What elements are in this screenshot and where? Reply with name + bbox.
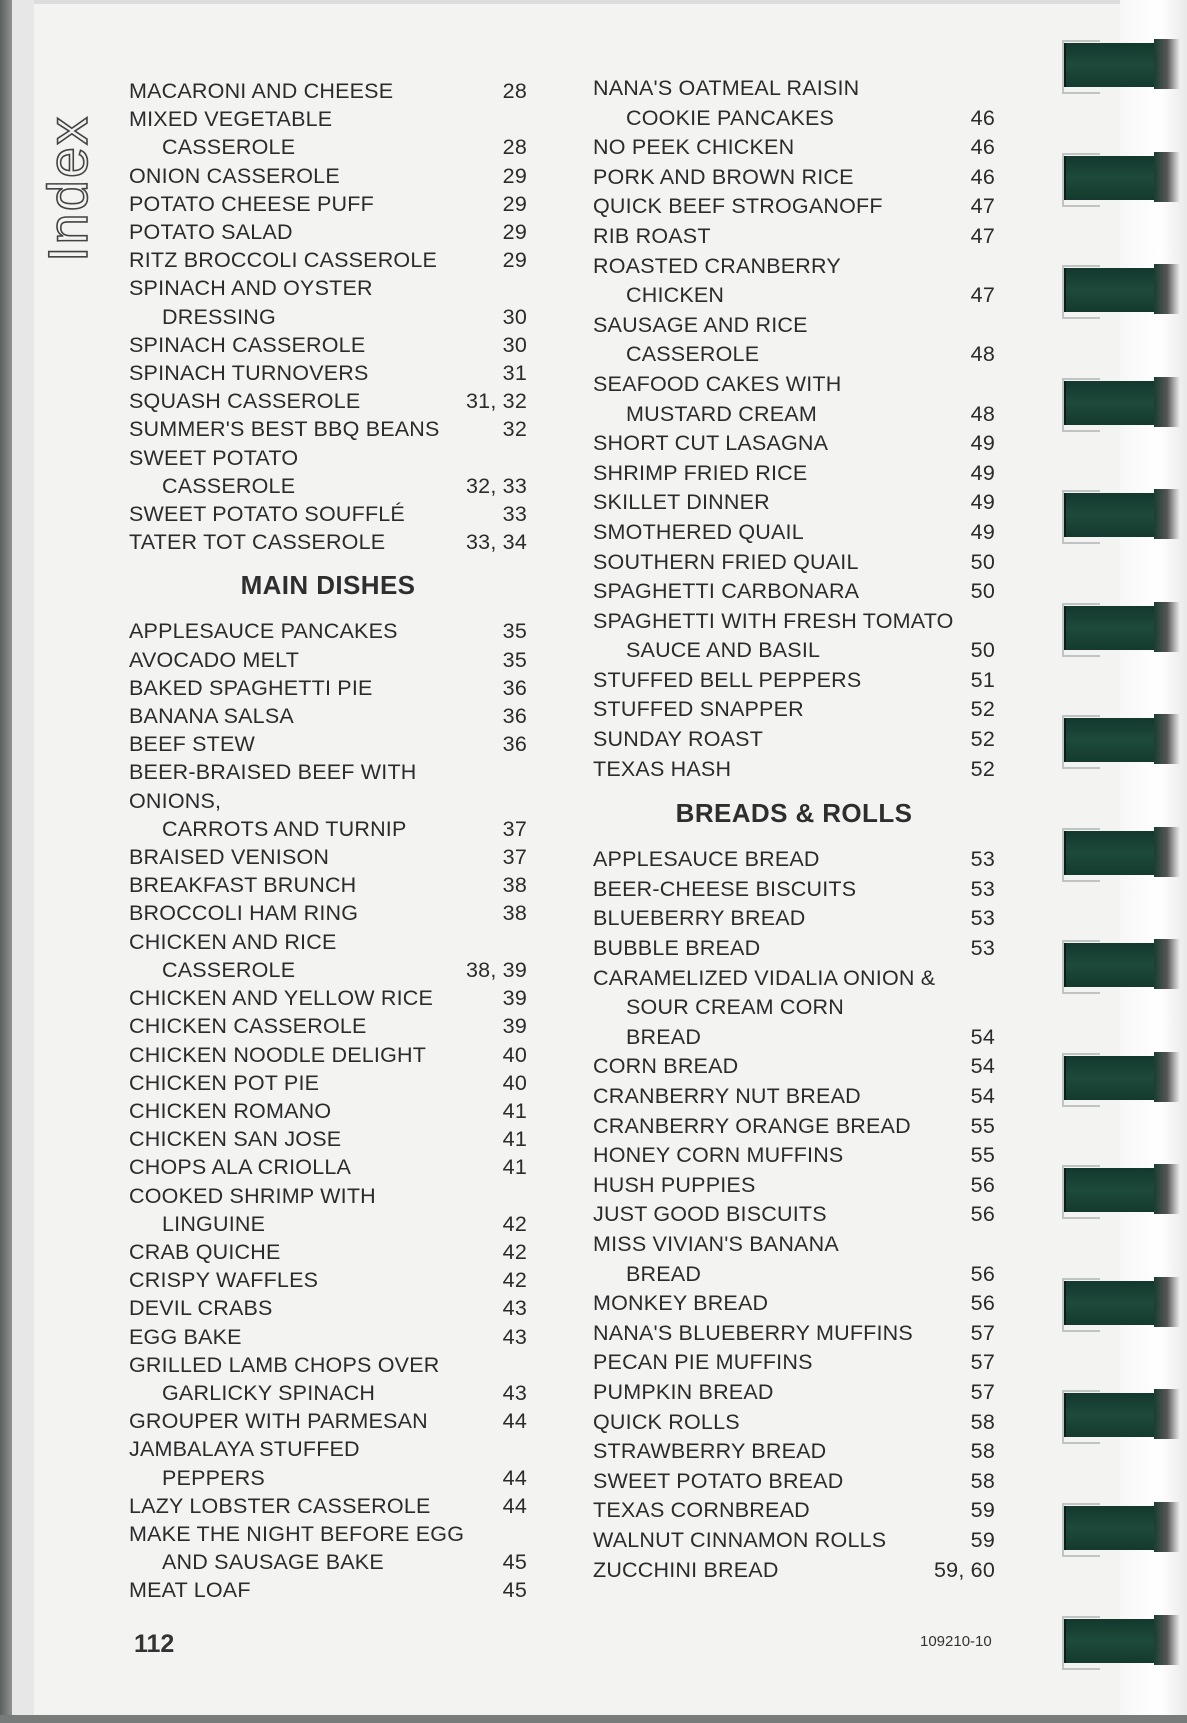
page-reference: 33, 34: [466, 530, 527, 555]
page-reference: 54: [970, 1084, 995, 1108]
recipe-name: SPINACH AND OYSTER DRESSING: [129, 276, 373, 329]
page-reference: 42: [502, 1268, 527, 1293]
recipe-name: APPLESAUCE BREAD: [593, 847, 820, 872]
right-pre-entries: [593, 74, 995, 784]
recipe-name: QUICK ROLLS: [593, 1409, 740, 1434]
index-entry: [593, 133, 995, 163]
index-entry: [593, 1230, 995, 1289]
left-section-entries: [129, 617, 527, 1604]
index-entry: [593, 74, 995, 133]
binding-ring-icon: [1064, 1278, 1180, 1326]
page-reference: 45: [502, 1578, 527, 1603]
recipe-name: CORN BREAD: [593, 1054, 739, 1079]
page-reference: 38: [502, 873, 527, 898]
page-reference: 39: [502, 986, 527, 1011]
recipe-name: BLUEBERRY BREAD: [593, 906, 806, 931]
recipe-name: SQUASH CASSEROLE: [129, 389, 361, 414]
index-entry: [129, 1294, 527, 1322]
section-heading-main-dishes: MAIN DISHES: [240, 570, 416, 601]
recipe-name: NO PEEK CHICKEN: [593, 135, 795, 160]
recipe-name: NANA'S BLUEBERRY MUFFINS: [593, 1320, 913, 1345]
recipe-name: TEXAS HASH: [593, 756, 732, 781]
recipe-name: BEER-CHEESE BISCUITS: [593, 876, 857, 901]
index-entry: [129, 1097, 527, 1125]
binding-ring-icon: [1064, 1616, 1180, 1664]
recipe-name: MACARONI AND CHEESE: [129, 79, 394, 103]
index-entry: [129, 1125, 527, 1153]
page-reference: 35: [502, 647, 527, 672]
document-code: 109210-10: [920, 1633, 992, 1650]
index-entry: [593, 548, 995, 578]
page-reference: 53: [970, 876, 995, 901]
page-reference: 46: [970, 105, 995, 130]
recipe-name: POTATO SALAD: [129, 220, 293, 245]
page-reference: 44: [502, 1409, 527, 1434]
recipe-name: CRANBERRY NUT BREAD: [593, 1084, 861, 1108]
index-entry: [129, 617, 527, 645]
index-entry: [593, 1082, 995, 1112]
recipe-name: WALNUT CINNAMON ROLLS: [593, 1527, 887, 1552]
page-reference: 37: [502, 816, 527, 841]
recipe-name: RIB ROAST: [593, 223, 711, 248]
recipe-name: SAUSAGE AND RICE CASSEROLE: [593, 312, 808, 367]
index-entry: [129, 387, 527, 415]
recipe-name: MEAT LOAF: [129, 1578, 251, 1603]
page-reference: 37: [502, 845, 527, 870]
binding-ring-icon: [1064, 940, 1180, 988]
recipe-name: CHICKEN NOODLE DELIGHT: [129, 1042, 427, 1067]
recipe-name: CHICKEN ROMANO: [129, 1098, 332, 1123]
index-entry: [593, 488, 995, 518]
index-entry: [593, 607, 995, 666]
recipe-name: POTATO CHEESE PUFF: [129, 191, 374, 216]
index-entry: [593, 222, 995, 252]
page-reference: 29: [502, 220, 527, 245]
page-reference: 59, 60: [934, 1557, 995, 1582]
index-entry: [593, 1556, 995, 1586]
page-reference: 57: [970, 1320, 995, 1345]
index-entry: [129, 1266, 527, 1294]
page-reference: 47: [970, 283, 995, 308]
binding-ring-icon: [1064, 828, 1180, 876]
index-entry: [593, 695, 995, 725]
recipe-name: BREAKFAST BRUNCH: [129, 873, 357, 898]
index-entry: [593, 964, 995, 1053]
recipe-name: PECAN PIE MUFFINS: [593, 1350, 813, 1375]
right-column: [593, 74, 995, 1585]
index-entry: [129, 1407, 527, 1435]
binding-ring-icon: [1064, 715, 1180, 763]
recipe-name: SHRIMP FRIED RICE: [593, 460, 808, 485]
recipe-name: TEXAS CORNBREAD: [593, 1498, 810, 1523]
index-entry: [129, 190, 527, 218]
recipe-name: MIXED VEGETABLE CASSEROLE: [129, 107, 333, 160]
page-reference: 41: [502, 1127, 527, 1152]
page-reference: 28: [502, 79, 527, 103]
index-entry: [129, 246, 527, 274]
recipe-name: BUBBLE BREAD: [593, 936, 761, 961]
page-reference: 59: [970, 1498, 995, 1523]
index-entry: [593, 518, 995, 548]
index-entry: [129, 899, 527, 927]
recipe-name: GRILLED LAMB CHOPS OVER GARLICKY SPINACH: [129, 1352, 440, 1405]
page-reference: 55: [970, 1113, 995, 1138]
page-reference: 51: [970, 667, 995, 692]
index-entry: [129, 1520, 527, 1576]
recipe-name: JAMBALAYA STUFFED PEPPERS: [129, 1437, 360, 1490]
page-reference: 57: [970, 1350, 995, 1375]
index-entry: [129, 730, 527, 758]
index-entry: [593, 1526, 995, 1556]
page-reference: 54: [970, 1054, 995, 1079]
page-reference: 40: [502, 1070, 527, 1095]
page-reference: 52: [970, 727, 995, 752]
right-section-entries: [593, 845, 995, 1585]
recipe-name: CHICKEN POT PIE: [129, 1070, 320, 1095]
index-entry: [129, 843, 527, 871]
index-entry: [593, 1171, 995, 1201]
page-reference: 48: [970, 342, 995, 367]
recipe-name: MAKE THE NIGHT BEFORE EGG AND SAUSAGE BAKE: [129, 1521, 465, 1575]
page-reference: 45: [502, 1550, 527, 1575]
index-entry: [129, 415, 527, 443]
page-reference: 36: [502, 732, 527, 757]
recipe-name: SPINACH TURNOVERS: [129, 361, 369, 386]
index-entry: [593, 1289, 995, 1319]
recipe-name: STUFFED BELL PEPPERS: [593, 667, 862, 692]
index-entry: [129, 359, 527, 387]
index-entry: [129, 444, 527, 500]
index-entry: [593, 1408, 995, 1438]
page-reference: 56: [970, 1291, 995, 1316]
recipe-name: CHICKEN CASSEROLE: [129, 1014, 367, 1039]
binding-ring-icon: [1064, 1053, 1180, 1101]
recipe-name: APPLESAUCE PANCAKES: [129, 619, 398, 644]
recipe-name: AVOCADO MELT: [129, 647, 300, 672]
page-reference: 49: [970, 519, 995, 544]
page-reference: 47: [970, 223, 995, 248]
index-entry: [593, 904, 995, 934]
index-entry: [129, 1012, 527, 1040]
page-reference: 43: [502, 1324, 527, 1349]
page-reference: 49: [970, 460, 995, 485]
page-reference: 58: [970, 1439, 995, 1464]
index-entry: [593, 1378, 995, 1408]
index-entry: [129, 1323, 527, 1351]
recipe-name: COOKED SHRIMP WITH LINGUINE: [129, 1183, 376, 1236]
page-reference: 40: [502, 1042, 527, 1067]
page-reference: 36: [502, 704, 527, 729]
recipe-name: MONKEY BREAD: [593, 1291, 769, 1316]
recipe-name: CARAMELIZED VIDALIA ONION & SOUR CREAM CORN BREAD: [593, 965, 936, 1049]
page-reference: 49: [970, 490, 995, 515]
index-entry: [129, 105, 527, 161]
index-entry: [593, 1467, 995, 1497]
recipe-name: SWEET POTATO CASSEROLE: [129, 445, 299, 498]
index-entry: [129, 500, 527, 528]
index-entry: [593, 755, 995, 785]
page-reference: 56: [970, 1172, 995, 1197]
page-reference: 53: [970, 936, 995, 961]
page-reference: 28: [502, 135, 527, 160]
index-entry: [593, 875, 995, 905]
recipe-name: SPINACH CASSEROLE: [129, 332, 366, 357]
recipe-name: SOUTHERN FRIED QUAIL: [593, 549, 859, 574]
page-reference: 31: [502, 361, 527, 386]
recipe-name: JUST GOOD BISCUITS: [593, 1202, 827, 1227]
binding-ring-icon: [1064, 40, 1180, 88]
recipe-name: ONION CASSEROLE: [129, 163, 340, 188]
recipe-name: DEVIL CRABS: [129, 1296, 273, 1321]
index-entry: [129, 1435, 527, 1491]
recipe-name: BRAISED VENISON: [129, 845, 330, 870]
page-reference: 29: [502, 248, 527, 273]
page-bottom-edge: [0, 1715, 1187, 1723]
index-page: [12, 0, 1132, 1715]
recipe-name: BEER-BRAISED BEEF WITH ONIONS, CARROTS AND TURNIP: [129, 760, 417, 841]
index-entry: [593, 1141, 995, 1171]
recipe-name: SHORT CUT LASAGNA: [593, 431, 829, 456]
page-reference: 52: [970, 697, 995, 722]
index-entry: [593, 666, 995, 696]
index-entry: [129, 274, 527, 330]
recipe-name: GROUPER WITH PARMESAN: [129, 1409, 428, 1434]
index-entry: [593, 1437, 995, 1467]
binding-ring-icon: [1064, 490, 1180, 538]
page-reference: 41: [502, 1155, 527, 1180]
page-reference: 30: [502, 304, 527, 329]
page-reference: 39: [502, 1014, 527, 1039]
binding-ring-icon: [1064, 153, 1180, 201]
index-entry: [129, 1238, 527, 1266]
recipe-name: PORK AND BROWN RICE: [593, 164, 854, 189]
index-entry: [129, 528, 527, 556]
index-entry: [593, 1112, 995, 1142]
index-entry: [129, 331, 527, 359]
recipe-name: MISS VIVIAN'S BANANA BREAD: [593, 1231, 839, 1286]
page-reference: 50: [970, 638, 995, 663]
index-entry: [129, 1041, 527, 1069]
index-entry: [129, 871, 527, 899]
index-entry: [593, 459, 995, 489]
page-reference: 35: [502, 619, 527, 644]
page-reference: 44: [502, 1465, 527, 1490]
page-reference: 29: [502, 163, 527, 188]
index-entry: [129, 1576, 527, 1604]
page-reference: 36: [502, 675, 527, 700]
index-entry: [593, 1200, 995, 1230]
page-reference: 58: [970, 1409, 995, 1434]
page-reference: 48: [970, 401, 995, 426]
index-entry: [593, 370, 995, 429]
index-side-title: Index: [36, 115, 99, 262]
page-reference: 55: [970, 1143, 995, 1168]
recipe-name: SPAGHETTI WITH FRESH TOMATO SAUCE AND BASIL: [593, 608, 954, 663]
recipe-name: NANA'S OATMEAL RAISIN COOKIE PANCAKES: [593, 76, 860, 130]
recipe-name: CHICKEN AND RICE CASSEROLE: [129, 929, 337, 982]
index-entry: [129, 1492, 527, 1520]
index-entry: [129, 1182, 527, 1238]
recipe-name: BAKED SPAGHETTI PIE: [129, 675, 373, 700]
index-entry: [129, 984, 527, 1012]
page-reference: 56: [970, 1202, 995, 1227]
index-entry: [129, 77, 527, 105]
index-entry: [593, 1052, 995, 1082]
page-reference: 50: [970, 579, 995, 604]
page-reference: 30: [502, 332, 527, 357]
index-entry: [593, 934, 995, 964]
recipe-name: CRISPY WAFFLES: [129, 1268, 319, 1293]
recipe-name: BANANA SALSA: [129, 704, 294, 729]
recipe-name: LAZY LOBSTER CASSEROLE: [129, 1493, 431, 1518]
recipe-name: TATER TOT CASSEROLE: [129, 530, 386, 555]
index-entry: [129, 758, 527, 843]
page-reference: 42: [502, 1211, 527, 1236]
left-column: [129, 77, 527, 1605]
page-reference: 33: [502, 502, 527, 527]
recipe-name: SKILLET DINNER: [593, 490, 770, 515]
page-reference: 32, 33: [466, 473, 527, 498]
recipe-name: SEAFOOD CAKES WITH MUSTARD CREAM: [593, 371, 842, 426]
recipe-name: CHICKEN AND YELLOW RICE: [129, 986, 434, 1011]
binding-ring-icon: [1064, 1503, 1180, 1551]
page-reference: 43: [502, 1380, 527, 1405]
recipe-name: SUNDAY ROAST: [593, 727, 764, 752]
page-edge-shadow: [0, 0, 12, 1723]
page-reference: 53: [970, 847, 995, 872]
recipe-name: SPAGHETTI CARBONARA: [593, 579, 860, 604]
binding-ring-icon: [1064, 1165, 1180, 1213]
index-entry: [593, 429, 995, 459]
recipe-name: CHOPS ALA CRIOLLA: [129, 1155, 352, 1180]
page-reference: 57: [970, 1379, 995, 1404]
recipe-name: STRAWBERRY BREAD: [593, 1439, 827, 1464]
recipe-name: STUFFED SNAPPER: [593, 697, 804, 722]
page-reference: 46: [970, 164, 995, 189]
recipe-name: CRANBERRY ORANGE BREAD: [593, 1113, 911, 1138]
page-reference: 50: [970, 549, 995, 574]
recipe-name: CRAB QUICHE: [129, 1239, 281, 1264]
index-entry: [129, 1351, 527, 1407]
page-reference: 29: [502, 191, 527, 216]
page-reference: 46: [970, 135, 995, 160]
index-entry: [593, 163, 995, 193]
index-entry: [593, 845, 995, 875]
page-reference: 31, 32: [466, 389, 527, 414]
recipe-name: HUSH PUPPIES: [593, 1172, 756, 1197]
recipe-name: SUMMER'S BEST BBQ BEANS: [129, 417, 440, 442]
recipe-name: QUICK BEEF STROGANOFF: [593, 194, 883, 219]
binding-ring-icon: [1064, 1390, 1180, 1438]
page-reference: 49: [970, 431, 995, 456]
page-number: 112: [134, 1630, 175, 1658]
index-entry: [129, 702, 527, 730]
recipe-name: BROCCOLI HAM RING: [129, 901, 359, 926]
page-reference: 58: [970, 1468, 995, 1493]
page-reference: 59: [970, 1527, 995, 1552]
index-entry: [593, 577, 995, 607]
index-entry: [129, 218, 527, 246]
recipe-name: BEEF STEW: [129, 732, 256, 757]
index-entry: [129, 1069, 527, 1097]
index-entry: [129, 674, 527, 702]
page-reference: 38: [502, 901, 527, 926]
recipe-name: RITZ BROCCOLI CASSEROLE: [129, 248, 438, 273]
index-entry: [593, 1348, 995, 1378]
recipe-name: ZUCCHINI BREAD: [593, 1557, 779, 1582]
index-entry: [593, 1319, 995, 1349]
section-heading-breads-rolls: BREADS & ROLLS: [675, 798, 913, 829]
page-reference: 32: [502, 417, 527, 442]
page-reference: 38, 39: [466, 957, 527, 982]
recipe-name: PUMPKIN BREAD: [593, 1379, 774, 1404]
recipe-name: SMOTHERED QUAIL: [593, 519, 804, 544]
binding-ring-icon: [1064, 603, 1180, 651]
index-entry: [593, 311, 995, 370]
page-reference: 54: [970, 1024, 995, 1049]
index-entry: [129, 162, 527, 190]
index-entry: [129, 928, 527, 984]
left-pre-entries: [129, 77, 527, 556]
index-entry: [129, 646, 527, 674]
index-entry: [593, 1496, 995, 1526]
recipe-name: ROASTED CRANBERRY CHICKEN: [593, 253, 841, 308]
recipe-name: SWEET POTATO BREAD: [593, 1468, 844, 1493]
recipe-name: SWEET POTATO SOUFFLÉ: [129, 502, 405, 527]
page-reference: 44: [502, 1493, 527, 1518]
page-reference: 53: [970, 906, 995, 931]
page-reference: 47: [970, 194, 995, 219]
page-reference: 41: [502, 1098, 527, 1123]
recipe-name: EGG BAKE: [129, 1324, 242, 1349]
binding-ring-icon: [1064, 265, 1180, 313]
page-reference: 43: [502, 1296, 527, 1321]
recipe-name: CHICKEN SAN JOSE: [129, 1127, 342, 1152]
index-entry: [593, 192, 995, 222]
recipe-name: HONEY CORN MUFFINS: [593, 1143, 844, 1168]
index-entry: [593, 252, 995, 311]
page-reference: 56: [970, 1261, 995, 1286]
binding-ring-icon: [1064, 378, 1180, 426]
index-entry: [129, 1153, 527, 1181]
page-reference: 42: [502, 1239, 527, 1264]
page-reference: 52: [970, 756, 995, 781]
index-entry: [593, 725, 995, 755]
